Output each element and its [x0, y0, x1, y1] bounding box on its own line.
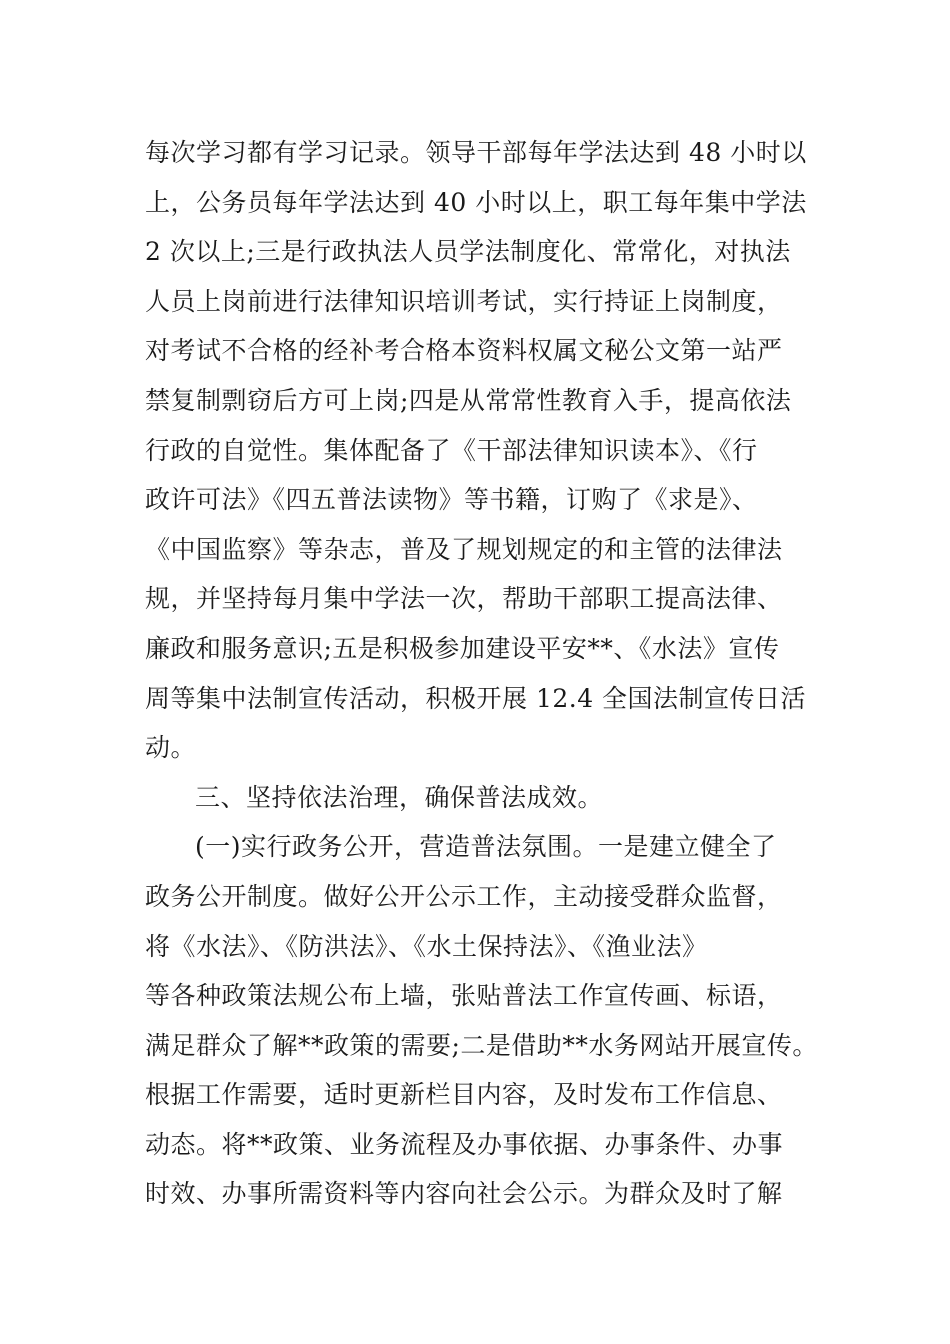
text-line: 上，公务员每年学法达到 40 小时以上，职工每年集中学法 [145, 187, 807, 217]
text-line: 周等集中法制宣传活动，积极开展 12.4 全国法制宣传日活 [145, 683, 807, 713]
text-line: 根据工作需要，适时更新栏目内容，及时发布工作信息、 [145, 1080, 783, 1110]
text-line: 禁复制剽窃后方可上岗;四是从常常性教育入手，提高依法 [145, 385, 792, 415]
text-line: 行政的自觉性。集体配备了《干部法律知识读本》、《行 [145, 435, 758, 465]
text-line: 2 次以上;三是行政执法人员学法制度化、常常化，对执法 [145, 237, 791, 267]
document-body [145, 128, 818, 1219]
text-line: 人员上岗前进行法律知识培训考试，实行持证上岗制度， [145, 286, 783, 316]
text-line: 政许可法》《四五普法读物》等书籍，订购了《求是》、 [145, 485, 758, 515]
text-line: 动。 [145, 733, 197, 763]
text-line: 将《水法》、《防洪法》、《水土保持法》、《渔业法》 [145, 931, 708, 961]
text-line: 规，并坚持每月集中学法一次，帮助干部职工提高法律、 [145, 584, 783, 614]
text-line: 满足群众了解**政策的需要;二是借助**水务网站开展宣传。 [145, 1030, 818, 1060]
paragraph-1 [145, 128, 815, 773]
text-line: 等各种政策法规公布上墙，张贴普法工作宣传画、标语， [145, 981, 783, 1011]
text-line: 廉政和服务意识;五是积极参加建设平安**、《水法》宣传 [145, 633, 780, 663]
text-line: (一)实行政务公开，营造普法氛围。一是建立健全了 [195, 832, 777, 862]
text-line: 对考试不合格的经补考合格本资料权属文秘公文第一站严 [145, 336, 783, 366]
text-line: 时效、办事所需资料等内容向社会公示。为群众及时了解 [145, 1179, 783, 1209]
text-line: 政务公开制度。做好公开公示工作，主动接受群众监督， [145, 881, 783, 911]
paragraph-2 [145, 822, 818, 1219]
text-line: 《中国监察》等杂志，普及了规划规定的和主管的法律法 [145, 534, 783, 564]
text-line: 每次学习都有学习记录。领导干部每年学法达到 48 小时以 [145, 138, 807, 167]
section-heading: 三、坚持依法治理，确保普法成效。 [195, 782, 604, 812]
text-line: 动态。将**政策、业务流程及办事依据、办事条件、办事 [145, 1129, 784, 1159]
